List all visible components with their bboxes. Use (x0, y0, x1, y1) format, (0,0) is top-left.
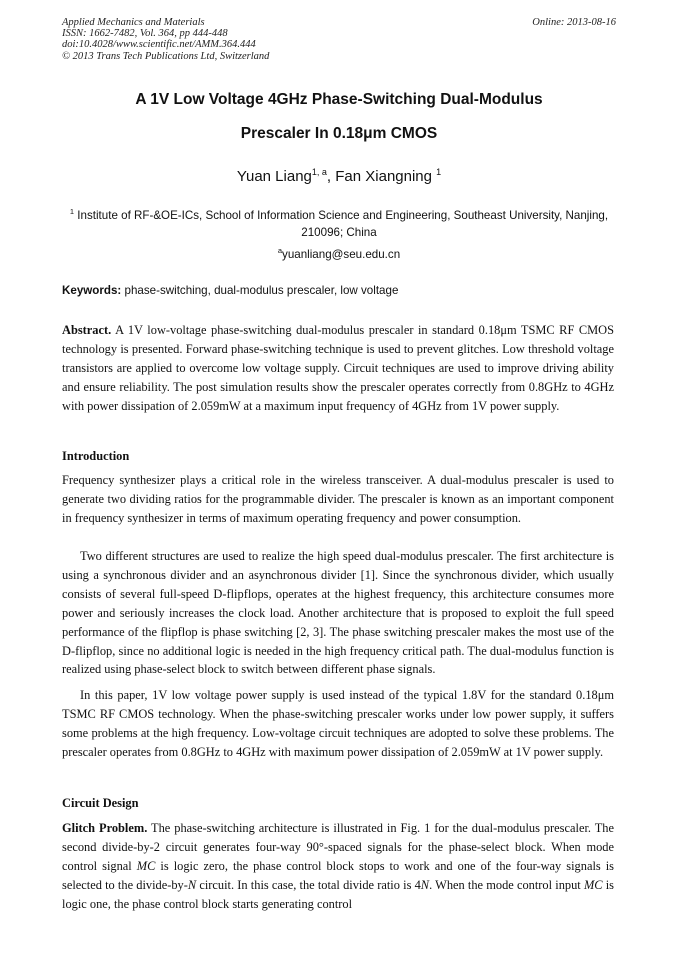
keywords-text: phase-switching, dual-modulus prescaler, low voltage (121, 284, 399, 297)
glitch-text-3: circuit. In this case, the total divide ratio is 4 (196, 877, 421, 892)
author-1-affiliation-mark: 1, a (311, 167, 327, 177)
glitch-problem-paragraph (62, 819, 614, 914)
email-mark: a (277, 246, 283, 255)
author-list (62, 167, 616, 185)
mc-symbol: MC (136, 858, 156, 873)
glitch-text-4: . When the mode control input (429, 877, 584, 892)
introduction-paragraph-2: Two different structures are used to realize the high speed dual-modulus prescaler. The first architecture is using a synchronous divider and an asynchronous divider [1]. Since the synchronous divider, which usually consists of several full-speed D-flipflops, operates at the highest frequency, this architecture consumes more power and seriously increases the clock load. Another architecture that is proposed to exploit the full speed performance of the flipflop is phase switching [2, 3]. The phase switching prescaler makes the most use of the D-flipflop, since no additional logic is needed in the high frequency critical path. The dual-modulus function is realized using phase-select block to switch between different phase signals. (62, 549, 614, 677)
journal-header (62, 17, 269, 62)
email-address[interactable]: yuanliang@seu.edu.cn (282, 248, 401, 261)
author-separator: , (326, 168, 336, 185)
doi-line[interactable]: doi:10.4028/www.scientific.net/AMM.364.444 (62, 39, 256, 51)
introduction-paragraph-1: Frequency synthesizer plays a critical role in the wireless transceiver. A dual-modulus prescaler is used to generate two dividing ratios for the programmable divider. The prescaler is known as an important component in frequency synthesizer in terms of maximum operating frequency and power consumption. (62, 473, 614, 525)
glitch-text-5: is logic one, the phase control block starts generating control (62, 877, 614, 911)
author-1: Yuan Liang (236, 168, 312, 185)
keywords (62, 284, 616, 297)
journal-name: Applied Mechanics and Materials (62, 17, 205, 28)
paper-title-line-2: Prescaler In 0.18μm CMOS (240, 125, 438, 142)
glitch-problem-label: Glitch Problem. (62, 821, 148, 835)
abstract (62, 321, 614, 416)
n-symbol: N (420, 877, 430, 892)
paper-title-line-1: A 1V Low Voltage 4GHz Phase-Switching Dual-Modulus (135, 91, 543, 108)
copyright-line: © 2013 Trans Tech Publications Ltd, Switzerland (62, 50, 270, 62)
author-2-affiliation-mark: 1 (436, 167, 442, 177)
glitch-text-2: is logic zero, the phase control block stops to work and one of the four-way signals is selected to the divide-by- (62, 858, 614, 892)
abstract-label: Abstract. (62, 323, 112, 337)
online-date: Online: 2013-08-16 (532, 17, 616, 28)
abstract-text: A 1V low-voltage phase-switching dual-modulus prescaler in standard 0.18μm TSMC RF CMOS technology is presented. Forward phase-switching technique is used to prevent glitches. Low threshold voltage transistors are applied to overcome low voltage supply. Circuit techniques are used to improve driving ability and ensure reliability. The post simulation results show the prescaler operates correctly from 0.8GHz to 4GHz with power dissipation of 2.059mW at a maximum input frequency of 4GHz from 1V power supply. (62, 323, 614, 413)
affiliation-mark: 1 (69, 207, 75, 216)
glitch-text-1: The phase-switching architecture is illustrated in Fig. 1 for the dual-modulus prescaler. The second divide-by-2 circuit generates four-way 90°-spaced signals for the phase-select block. When mode control signal (62, 821, 614, 873)
introduction-heading: Introduction (62, 449, 130, 463)
affiliation (62, 203, 616, 241)
author-2: Fan Xiangning (335, 168, 437, 185)
issn-line: ISSN: 1662-7482, Vol. 364, pp 444-448 (62, 28, 228, 40)
keywords-label: Keywords: (62, 284, 122, 297)
n-symbol: N (187, 877, 197, 892)
author-email (62, 246, 616, 261)
introduction-paragraph-3: In this paper, 1V low voltage power supply is used instead of the typical 1.8V for the standard 0.18μm TSMC RF CMOS technology. When the phase-switching prescaler works under low power supply, it suffers some problems at the high frequency. Low-voltage circuit techniques are adopted to solve these problems. The prescaler operates from 0.8GHz to 4GHz with maximum power dissipation of 2.059mW at 1V power supply. (62, 688, 614, 759)
mc-symbol: MC (583, 877, 603, 892)
circuit-design-heading: Circuit Design (62, 796, 139, 810)
affiliation-text: Institute of RF-&OE-ICs, School of Information Science and Engineering, Southeast University, Nanjing, 210096; China (74, 209, 609, 239)
